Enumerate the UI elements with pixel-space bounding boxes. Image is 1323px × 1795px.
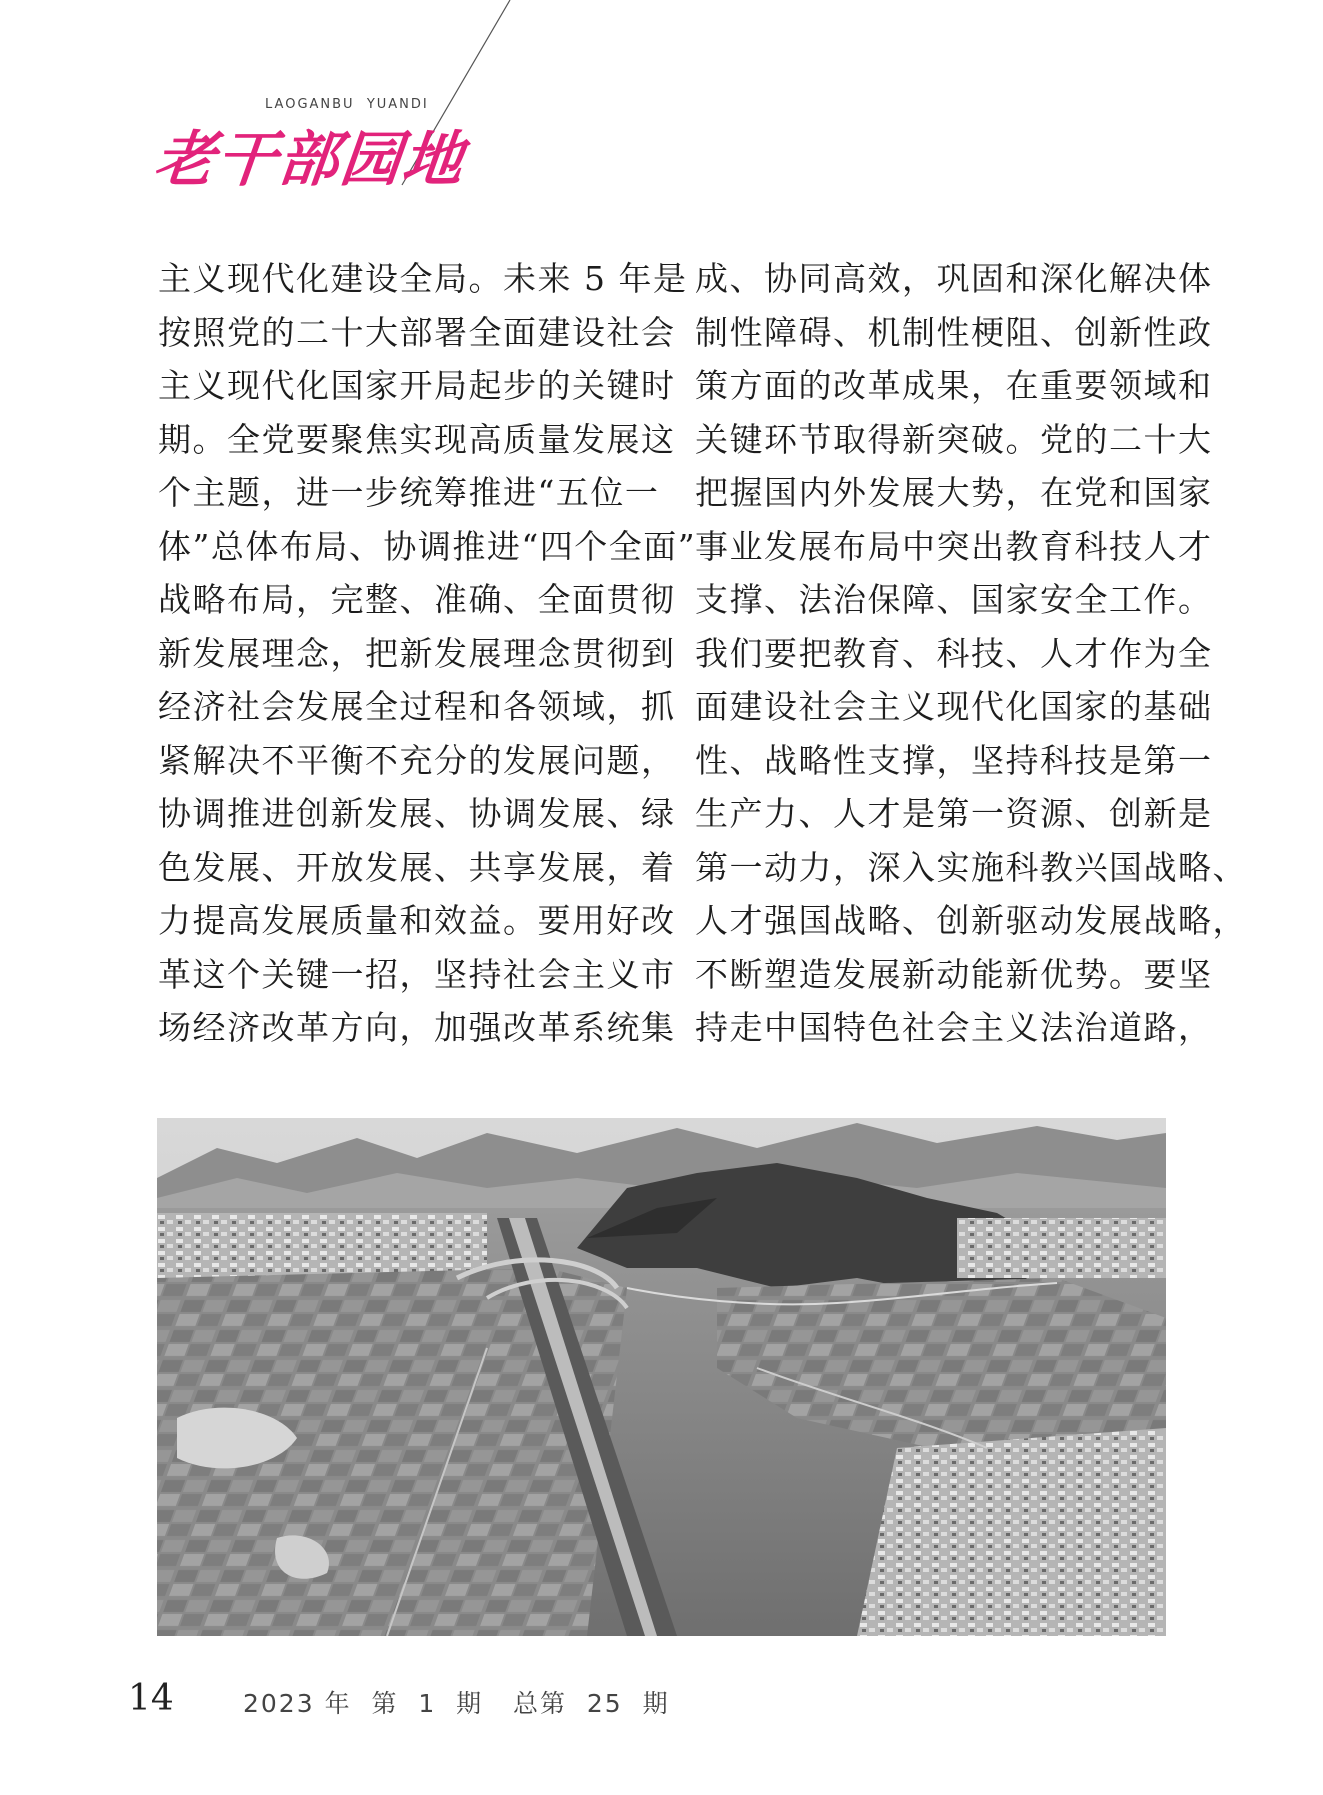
text-line: 人才强国战略、创新驱动发展战略， [695,901,1247,940]
text-line: 按照党的二十大部署全面建设社会 [158,312,676,352]
article-left-column [158,252,697,1055]
page-number: 14 [128,1678,174,1719]
text-line: 力提高发展质量和效益。要用好改 [158,901,676,940]
text-line: 紧解决不平衡不充分的发展问题， [158,740,676,780]
text-line: 协调推进创新发展、协调发展、绿 [158,794,676,833]
text-line: 不断塑造发展新动能新优势。要坚 [695,954,1213,994]
aerial-photo-illustration [157,1118,1166,1636]
masthead-latin-title: LAOGANBU YUANDI [265,97,429,112]
text-line: 体”总体布局、协调推进“四个全面” [158,526,697,566]
text-line: 战略布局，完整、准确、全面贯彻 [158,580,676,619]
issue-info: 2023 年 第 1 期 总第 25 期 [243,1689,670,1718]
text-line: 新发展理念，把新发展理念贯彻到 [158,633,676,673]
text-line: 策方面的改革成果，在重要领域和 [695,366,1213,405]
text-line: 主义现代化建设全局。未来 5 年是 [158,259,688,298]
text-line: 关键环节取得新突破。党的二十大 [695,419,1213,459]
text-line: 第一动力，深入实施科教兴国战略、 [695,847,1247,887]
aerial-landscape-photo [157,1118,1166,1636]
text-line: 面建设社会主义现代化国家的基础 [695,687,1213,726]
text-line: 把握国内外发展大势，在党和国家 [695,473,1213,512]
text-line: 支撑、法治保障、国家安全工作。 [695,580,1213,619]
article-right-column [695,252,1247,1055]
text-line: 生产力、人才是第一资源、创新是 [695,794,1213,833]
text-line: 个主题，进一步统筹推进“五位一 [158,473,660,512]
text-line: 主义现代化国家开局起步的关键时 [158,366,676,405]
text-line: 色发展、开放发展、共享发展，着 [158,847,676,887]
text-line: 期。全党要聚焦实现高质量发展这 [158,419,676,459]
text-line: 持走中国特色社会主义法治道路， [695,1008,1213,1047]
text-line: 经济社会发展全过程和各领域，抓 [158,687,676,726]
text-line: 事业发展布局中突出教育科技人才 [695,526,1213,566]
text-line: 性、战略性支撑，坚持科技是第一 [695,740,1213,780]
text-line: 制性障碍、机制性梗阻、创新性政 [695,312,1213,352]
text-line: 我们要把教育、科技、人才作为全 [695,633,1213,673]
text-line: 革这个关键一招，坚持社会主义市 [158,954,676,994]
text-line: 成、协同高效，巩固和深化解决体 [695,259,1213,298]
masthead-logo-title: 老干部园地 [150,125,469,195]
text-line: 场经济改革方向，加强改革系统集 [158,1008,676,1047]
